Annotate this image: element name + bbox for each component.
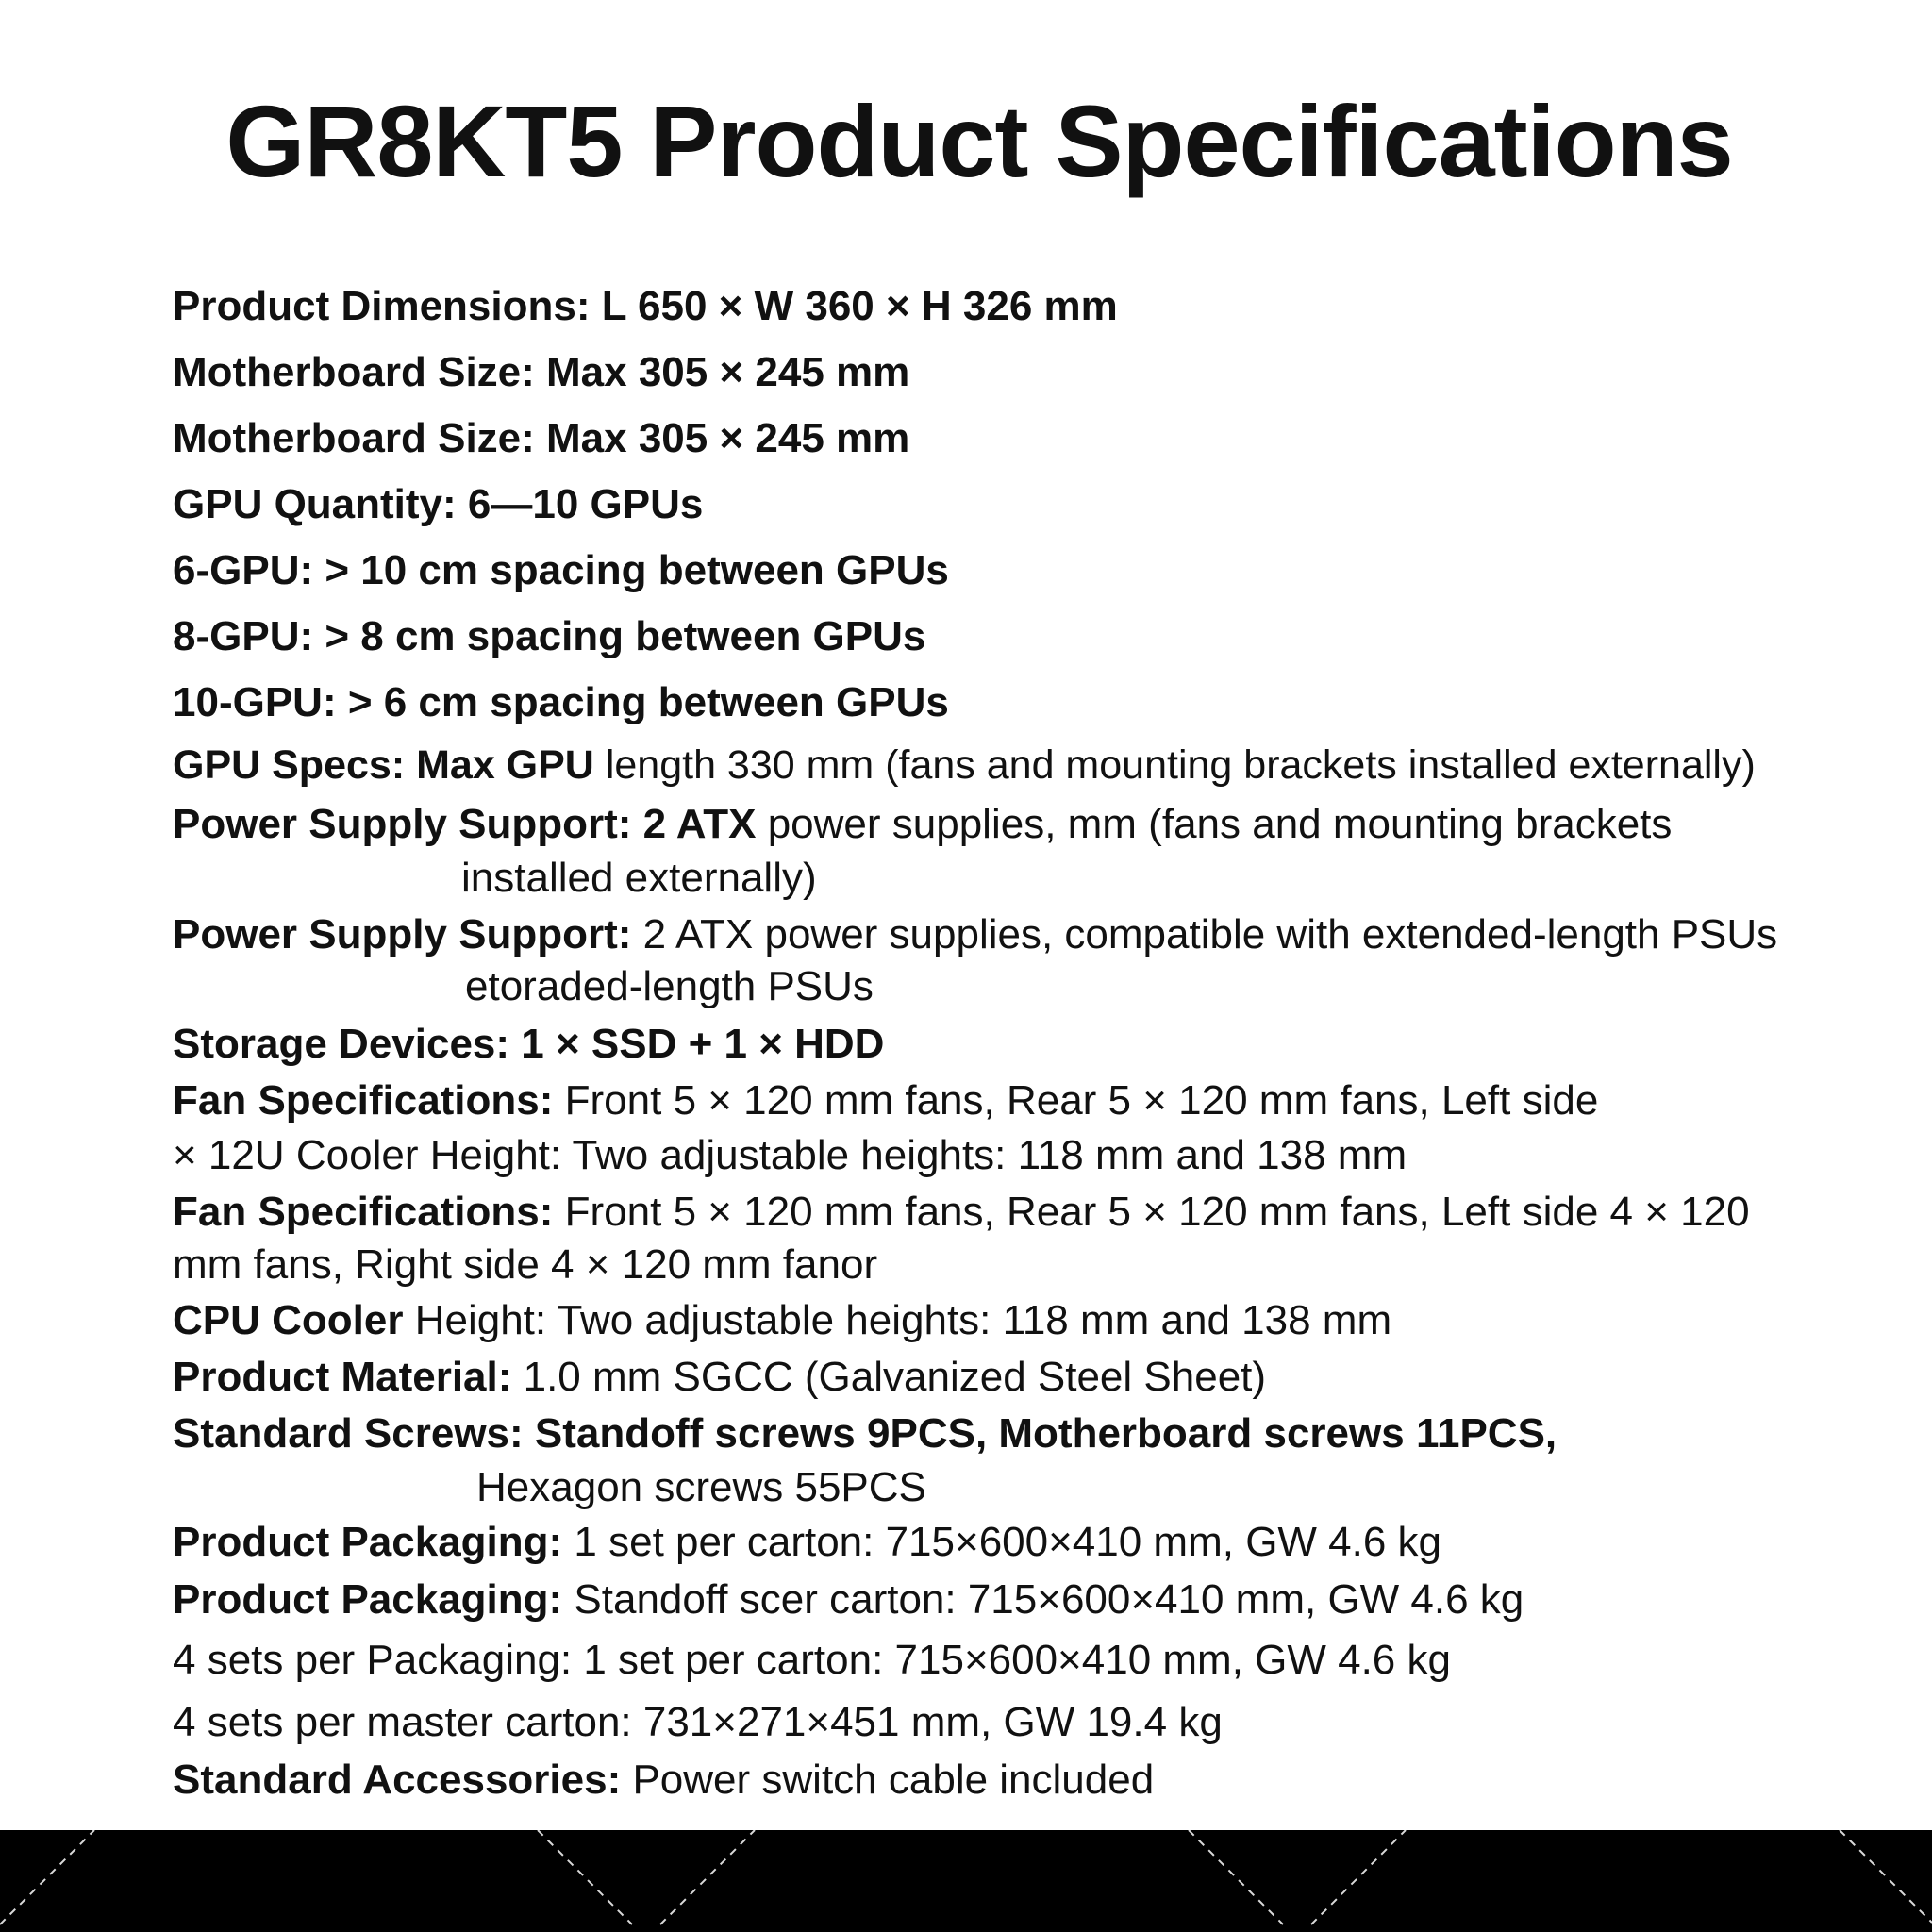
spec-value: Max 305 × 245 mm: [534, 349, 910, 395]
spec-value: Standoff screws 9PCS, Motherboard screws 11PCS,: [523, 1410, 1557, 1457]
spec-label: GPU Specs:: [173, 742, 406, 788]
spec-continuation-text: installed externally): [461, 855, 817, 901]
spec-value: Power switch cable included: [621, 1757, 1155, 1803]
spec-label: Product Dimensions:: [173, 283, 591, 329]
spec-fan-specifications-2: [173, 1185, 1750, 1239]
spec-value: length 330 mm (fans and mounting brackets installed externally): [593, 742, 1756, 788]
spec-power-supply-support: [173, 797, 1672, 851]
spec-standard-screws: [173, 1407, 1557, 1460]
spec-value: 1 set per carton: 715×600×410 mm, GW 4.6 kg: [562, 1519, 1442, 1565]
footer-band: [0, 1830, 1932, 1932]
spec-continuation-text: Hexagon screws 55PCS: [476, 1464, 926, 1510]
spec-value: > 8 cm spacing between GPUs: [313, 613, 926, 659]
spec-label: Product Packaging:: [173, 1519, 563, 1565]
spec-motherboard-size-2: [173, 411, 909, 465]
spec-master-carton: [173, 1695, 1223, 1749]
spec-label: GPU Quantity:: [173, 481, 457, 527]
spec-gpu-specs: [173, 739, 1756, 792]
spec-continuation-text: mm fans, Right side 4 × 120 mm fanor: [173, 1241, 878, 1288]
spec-continuation: [173, 1128, 1407, 1182]
spec-label: Fan Specifications:: [173, 1077, 554, 1124]
spec-value: power supplies, mm (fans and mounting brackets: [756, 801, 1673, 847]
spec-standard-accessories: [173, 1753, 1154, 1807]
spec-label: Standard Accessories:: [173, 1757, 622, 1803]
spec-label: Power Supply Support:: [173, 801, 632, 847]
spec-label: Motherboard Size:: [173, 415, 535, 461]
spec-value: Height: Two adjustable heights: 118 mm and 138 mm: [403, 1297, 1392, 1343]
spec-label: CPU Cooler: [173, 1297, 404, 1343]
spec-continuation-text: etoraded-length PSUs: [465, 963, 874, 1009]
spec-label: 8-GPU:: [173, 613, 314, 659]
spec-continuation: [465, 959, 874, 1013]
spec-value: L 650 × W 360 × H 326 mm: [590, 283, 1118, 329]
spec-value: 1.0 mm SGCC (Galvanized Steel Sheet): [511, 1354, 1267, 1400]
spec-label: Power Supply Support:: [173, 911, 632, 958]
spec-product-packaging-2: [173, 1573, 1524, 1626]
spec-product-dimensions: [173, 279, 1118, 333]
spec-label: 6-GPU:: [173, 547, 314, 593]
spec-value: 1 × SSD + 1 × HDD: [509, 1021, 885, 1067]
spec-value: 4 sets per Packaging: 1 set per carton: 715×600×410 mm, GW 4.6 kg: [173, 1637, 1451, 1683]
spec-value-bold: Max GPU: [405, 742, 594, 788]
spec-gpu-quantity: [173, 477, 703, 531]
spec-value: 6—10 GPUs: [456, 481, 704, 527]
spec-value: Front 5 × 120 mm fans, Rear 5 × 120 mm fans, Left side: [553, 1077, 1599, 1124]
spec-storage-devices: [173, 1017, 884, 1071]
spec-label: Storage Devices:: [173, 1021, 510, 1067]
spec-product-material: [173, 1350, 1266, 1404]
spec-value: Standoff scer carton: 715×600×410 mm, GW 4.6 kg: [562, 1576, 1524, 1623]
spec-label: Product Packaging:: [173, 1576, 563, 1623]
spec-value: 2 ATX power supplies, compatible with extended-length PSUs: [631, 911, 1778, 958]
spec-value: > 10 cm spacing between GPUs: [313, 547, 949, 593]
spec-label: Motherboard Size:: [173, 349, 535, 395]
spec-10-gpu: [173, 675, 949, 729]
spec-value: Front 5 × 120 mm fans, Rear 5 × 120 mm fans, Left side 4 × 120: [553, 1189, 1750, 1235]
spec-continuation: [476, 1460, 926, 1514]
spec-packaging-sets: [173, 1633, 1451, 1687]
spec-label: 10-GPU:: [173, 679, 337, 725]
spec-continuation-text: × 12U Cooler Height: Two adjustable heights: 118 mm and 138 mm: [173, 1132, 1407, 1178]
spec-6-gpu: [173, 543, 949, 597]
spec-value-bold: 2 ATX: [631, 801, 757, 847]
spec-cpu-cooler-height: [173, 1293, 1391, 1347]
spec-power-supply-support-2: [173, 908, 1777, 961]
page-title: GR8KT5 Product Specifications: [225, 84, 1733, 198]
spec-value: > 6 cm spacing between GPUs: [336, 679, 949, 725]
spec-8-gpu: [173, 609, 925, 663]
spec-fan-specifications: [173, 1074, 1598, 1127]
spec-value: 4 sets per master carton: 731×271×451 mm, GW 19.4 kg: [173, 1699, 1223, 1745]
spec-label: Fan Specifications:: [173, 1189, 554, 1235]
footer-dashed-lines: [0, 1830, 1932, 1932]
spec-continuation: [461, 851, 817, 905]
spec-value: Max 305 × 245 mm: [534, 415, 910, 461]
spec-product-packaging: [173, 1515, 1441, 1569]
spec-motherboard-size: [173, 345, 909, 399]
spec-label: Standard Screws:: [173, 1410, 524, 1457]
spec-label: Product Material:: [173, 1354, 512, 1400]
spec-continuation: [173, 1238, 877, 1291]
